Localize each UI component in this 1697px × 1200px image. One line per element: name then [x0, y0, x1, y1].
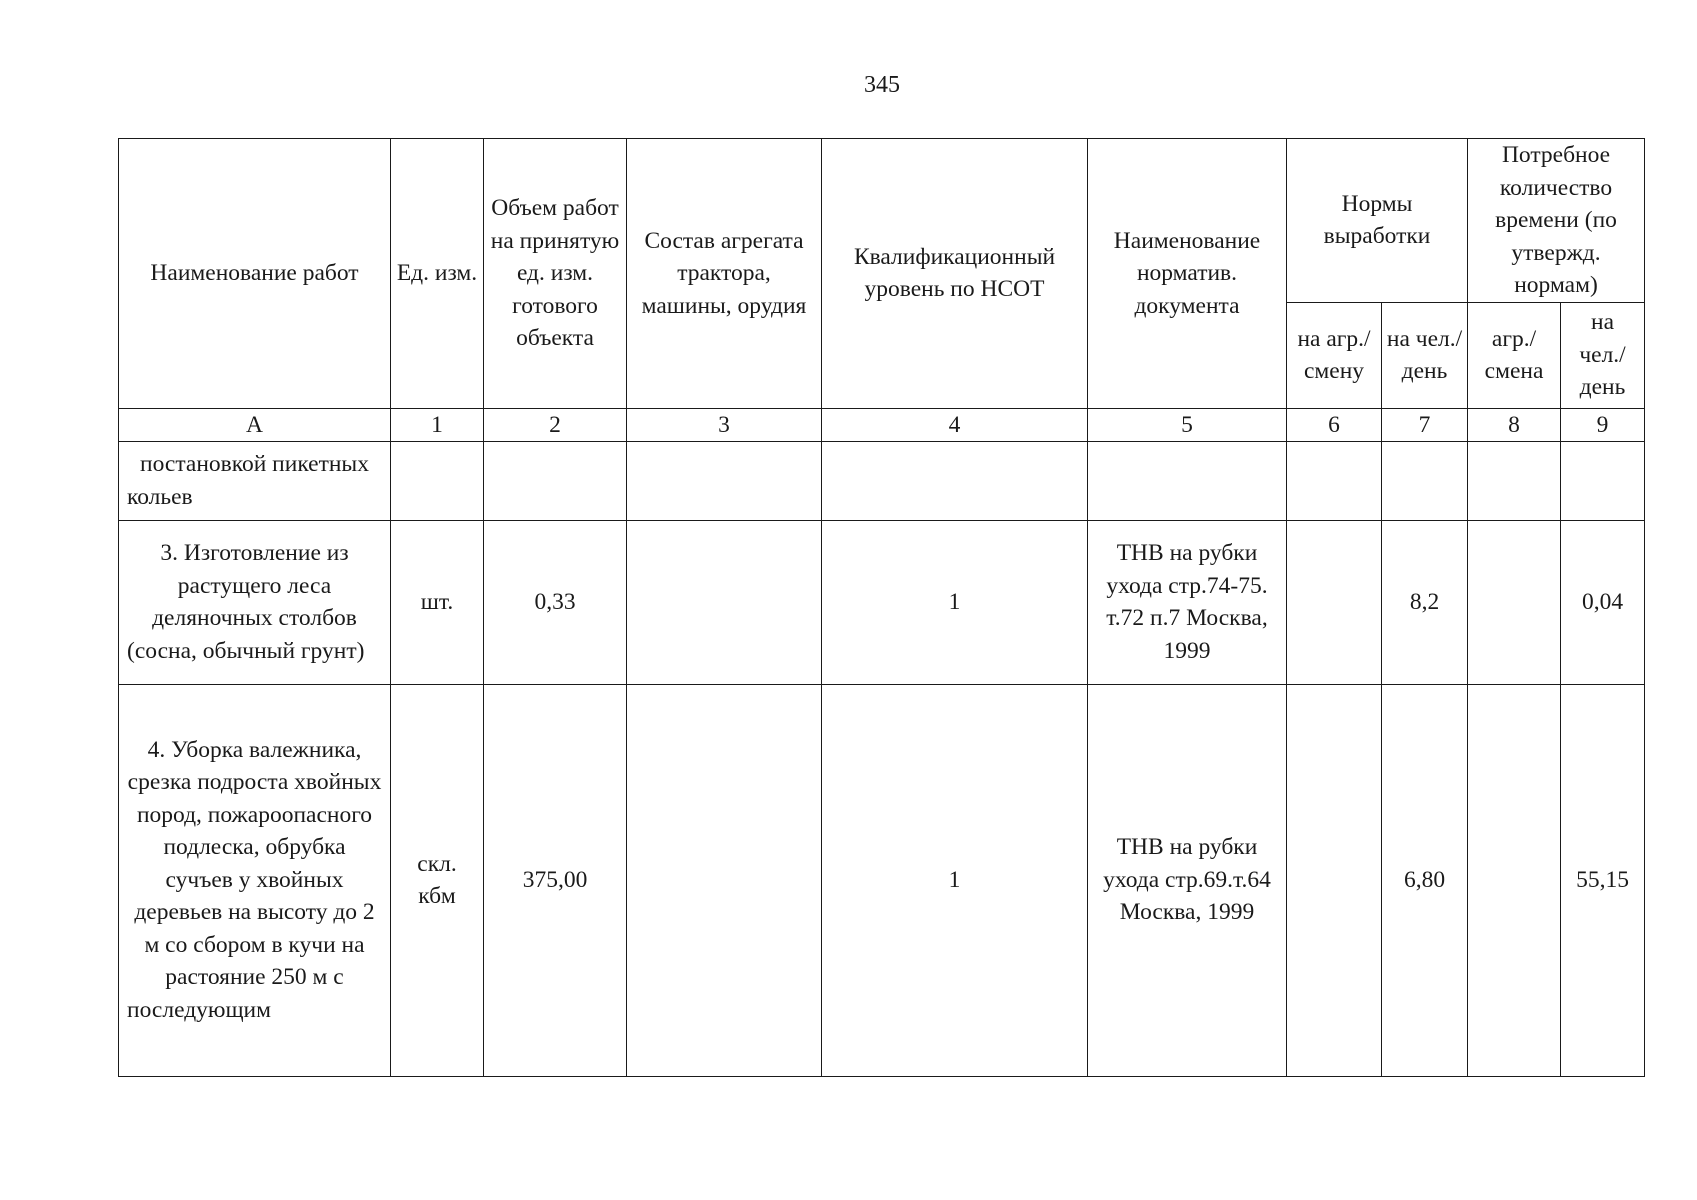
header-document-name: Наименование норматив. документа — [1088, 139, 1287, 409]
table-row — [119, 441, 1645, 520]
unit-cell: скл. кбм — [391, 684, 484, 1076]
time-person-day-cell: 0,04 — [1561, 520, 1645, 684]
time-unit-shift-cell — [1468, 441, 1561, 520]
norm-person-day-cell: 8,2 — [1382, 520, 1468, 684]
column-number: 2 — [484, 408, 627, 441]
header-time-unit-shift: агр./ смена — [1468, 302, 1561, 408]
column-number: 3 — [627, 408, 822, 441]
header-volume: Объем работ на принятую ед. изм. готового объекта — [484, 139, 627, 409]
unit-cell: шт. — [391, 520, 484, 684]
header-composition: Состав агрегата трактора, машины, орудия — [627, 139, 822, 409]
header-norm-per-unit-shift: на агр./ смену — [1287, 302, 1382, 408]
volume-cell — [484, 441, 627, 520]
volume-cell: 0,33 — [484, 520, 627, 684]
header-norm-per-person-day: на чел./ день — [1382, 302, 1468, 408]
column-number: 7 — [1382, 408, 1468, 441]
table-row — [119, 684, 1645, 1076]
column-number: 9 — [1561, 408, 1645, 441]
qualification-cell: 1 — [822, 684, 1088, 1076]
composition-cell — [627, 684, 822, 1076]
column-numbers-row — [119, 408, 1645, 441]
composition-cell — [627, 441, 822, 520]
document-cell: ТНВ на рубки ухода стр.74-75. т.72 п.7 Москва, 1999 — [1088, 520, 1287, 684]
norm-person-day-cell: 6,80 — [1382, 684, 1468, 1076]
column-number: 1 — [391, 408, 484, 441]
column-number: 5 — [1088, 408, 1287, 441]
document-cell: ТНВ на рубки ухода стр.69.т.64 Москва, 1999 — [1088, 684, 1287, 1076]
header-time-needed: Потребное количество времени (по утвержд. нормам) — [1468, 139, 1645, 303]
norm-unit-shift-cell — [1287, 520, 1382, 684]
composition-cell — [627, 520, 822, 684]
column-number: 6 — [1287, 408, 1382, 441]
header-time-person-day: на чел./ день — [1561, 302, 1645, 408]
volume-cell: 375,00 — [484, 684, 627, 1076]
norm-unit-shift-cell — [1287, 441, 1382, 520]
work-name-cell: постановкой пикетных кольев — [119, 441, 391, 520]
header-output-norms: Нормы выработки — [1287, 139, 1468, 303]
time-unit-shift-cell — [1468, 520, 1561, 684]
column-number: 8 — [1468, 408, 1561, 441]
work-name-cell: 4. Уборка валежника, срезка подроста хвойных пород, пожароопасного подлеска, обрубка сучъев у хвойных деревьев на высоту до 2 м со сбором в кучи на растояние 250 м с последующим — [119, 684, 391, 1076]
table-row — [119, 520, 1645, 684]
page-number: 345 — [864, 72, 900, 98]
qualification-cell — [822, 441, 1088, 520]
time-person-day-cell: 55,15 — [1561, 684, 1645, 1076]
document-cell — [1088, 441, 1287, 520]
header-qualification: Квалификационный уровень по НСОТ — [822, 139, 1088, 409]
qualification-cell: 1 — [822, 520, 1088, 684]
time-unit-shift-cell — [1468, 684, 1561, 1076]
unit-cell — [391, 441, 484, 520]
header-unit: Ед. изм. — [391, 139, 484, 409]
header-row — [119, 139, 1645, 303]
header-work-name: Наименование работ — [119, 139, 391, 409]
column-number: 4 — [822, 408, 1088, 441]
work-name-cell: 3. Изготовление из растущего леса деляночных столбов (сосна, обычный грунт) — [119, 520, 391, 684]
work-norms-table — [118, 138, 1645, 1077]
time-person-day-cell — [1561, 441, 1645, 520]
norm-person-day-cell — [1382, 441, 1468, 520]
column-number: А — [119, 408, 391, 441]
norm-unit-shift-cell — [1287, 684, 1382, 1076]
